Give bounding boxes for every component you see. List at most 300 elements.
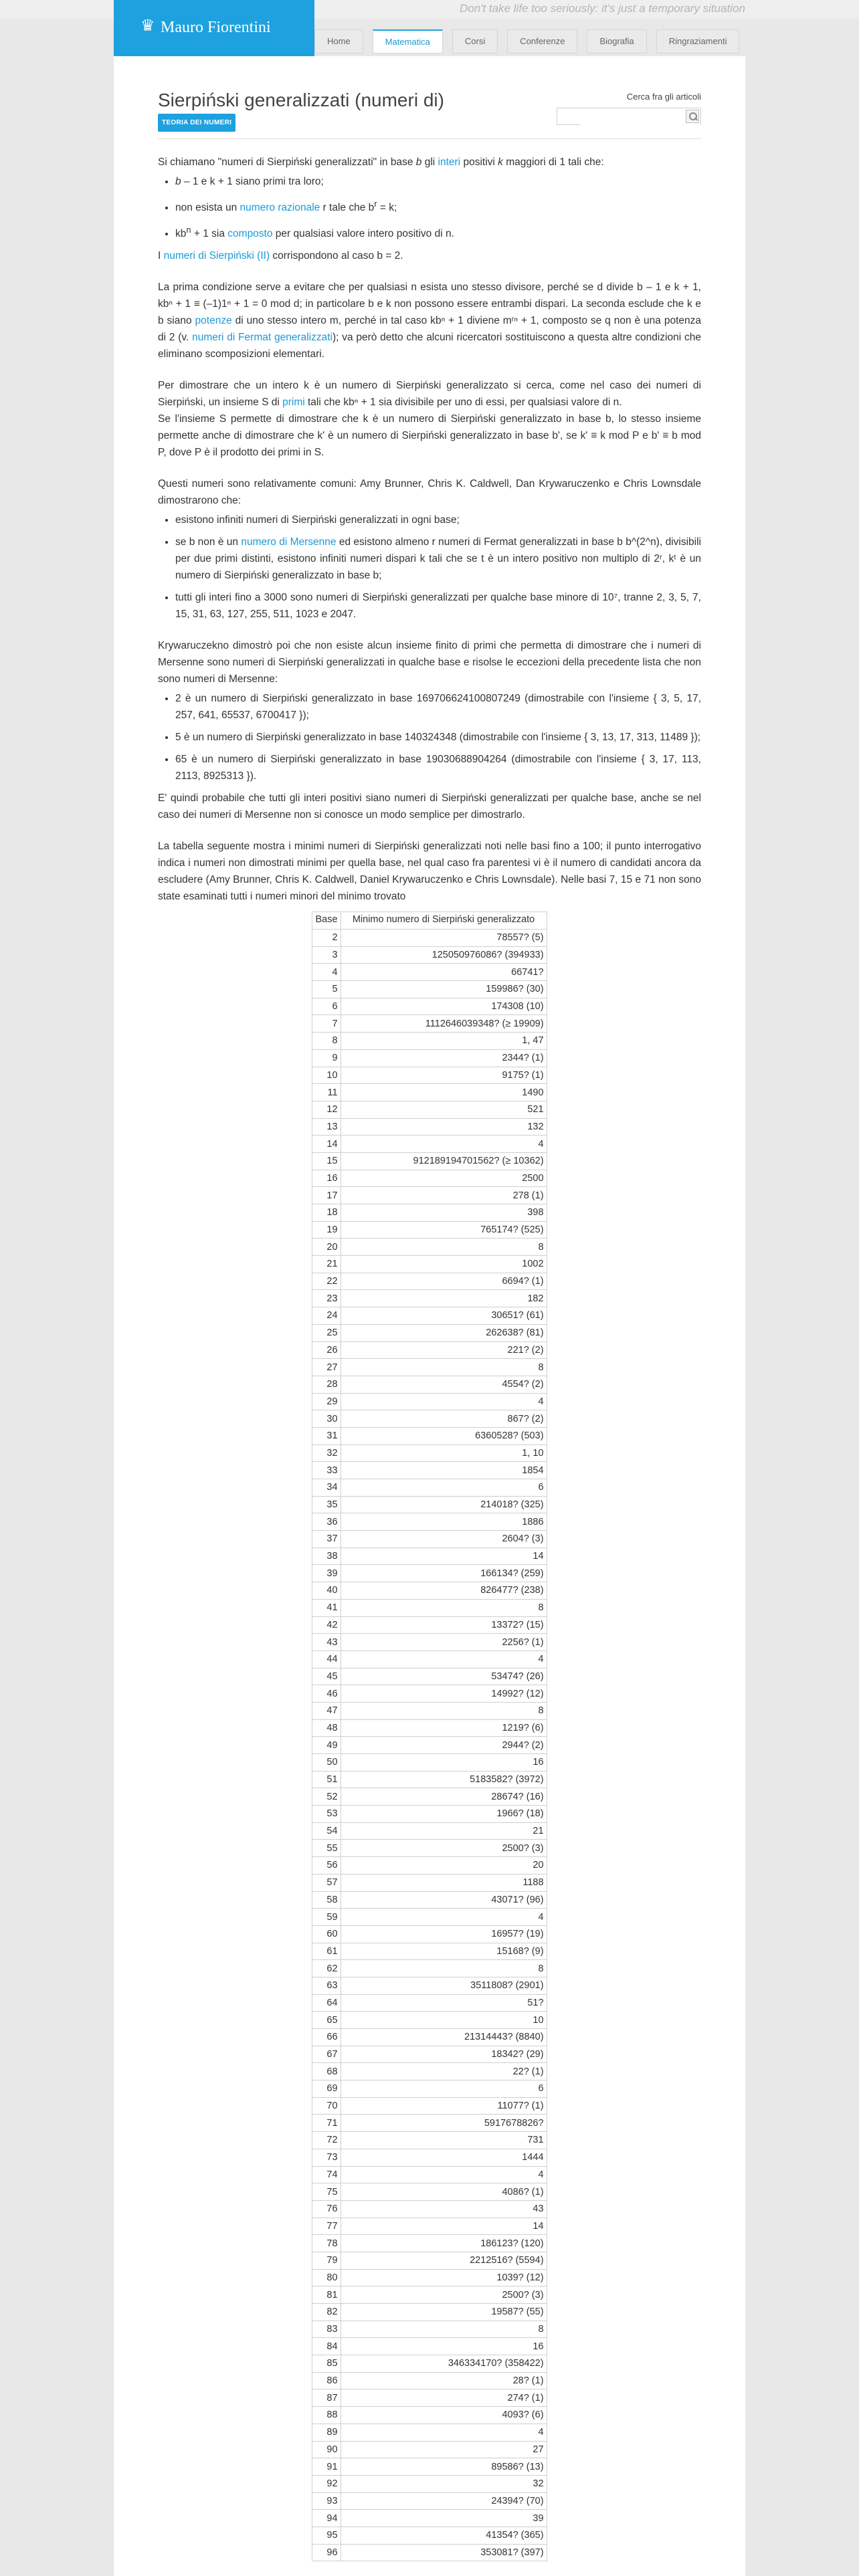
cell-minimum: 262638? (81) — [341, 1324, 547, 1341]
cell-minimum: 18342? (29) — [341, 2046, 547, 2063]
cell-minimum: 24394? (70) — [341, 2492, 547, 2510]
cell-minimum: 2500? (3) — [341, 1840, 547, 1857]
paragraph-krywaruczenko: Krywaruczekno dimostrò poi che non esiste alcun insieme finito di primi che permetta di dimostrare che i numeri di Mersenne sono numeri di Sierpiński generalizzati in qualche base e risolse le eccezioni della precedente lista che non sono numeri di Mersenne: — [158, 640, 701, 685]
cell-minimum: 51? — [341, 1994, 547, 2012]
paragraph-definition: Si chiamano "numeri di Sierpiński generalizzati" in base b gli interi positivi k maggiori di 1 tali che: — [158, 156, 604, 168]
site-title: Mauro Fiorentini — [161, 19, 271, 36]
table-row — [312, 964, 547, 981]
table-row — [312, 1754, 547, 1772]
cell-base: 68 — [312, 2063, 341, 2080]
table-row — [312, 1170, 547, 1187]
table-row — [312, 1547, 547, 1565]
table-row — [312, 2097, 547, 2115]
table-row — [312, 1015, 547, 1033]
cell-base: 45 — [312, 1668, 341, 1685]
cell-base: 93 — [312, 2492, 341, 2510]
page-body — [114, 56, 745, 2576]
cell-minimum: 159986? (30) — [341, 981, 547, 998]
cell-base: 51 — [312, 1771, 341, 1788]
cell-minimum: 912189194701562? (≥ 10362) — [341, 1152, 547, 1170]
table-row — [312, 1376, 547, 1393]
cell-base: 50 — [312, 1754, 341, 1772]
cell-minimum: 20 — [341, 1857, 547, 1874]
cell-base: 55 — [312, 1840, 341, 1857]
cell-minimum: 4 — [341, 1136, 547, 1153]
cell-minimum: 1002 — [341, 1256, 547, 1273]
table-row — [312, 2046, 547, 2063]
cell-base: 48 — [312, 1719, 341, 1737]
cell-base: 8 — [312, 1033, 341, 1050]
cell-minimum: 3511808? (2901) — [341, 1977, 547, 1994]
cell-minimum: 19587? (55) — [341, 2304, 547, 2321]
table-row — [312, 1909, 547, 1926]
table-row — [312, 2235, 547, 2252]
cell-minimum: 214018? (325) — [341, 1496, 547, 1513]
cell-minimum: 1854 — [341, 1462, 547, 1479]
nav-matematica[interactable]: Matematica — [373, 29, 443, 53]
table-row — [312, 1136, 547, 1153]
paragraph-table-intro: La tabella seguente mostra i minimi numeri di Sierpiński generalizzati noti nelle basi fino a 100; il punto interrogativo indica i numeri non dimostrati minimi per quella base, nel qual caso fra parentesi vi è il numero di candidati ancora da escludere (Amy Brunner, Chris K. Caldwell, Daniel Krywaruczenko e Chris Lownsdale). Nelle basi 7, 15 e 71 non sono state esaminati tutti i numeri minori del minimo trovato — [158, 841, 701, 903]
table-row — [312, 998, 547, 1015]
cell-base: 88 — [312, 2407, 341, 2424]
cell-base: 57 — [312, 1874, 341, 1891]
cell-base: 22 — [312, 1273, 341, 1290]
search-box — [557, 108, 701, 125]
table-row — [312, 2252, 547, 2269]
cell-minimum: 731 — [341, 2132, 547, 2149]
cell-base: 58 — [312, 1891, 341, 1909]
cell-base: 60 — [312, 1925, 341, 1943]
nav-corsi[interactable]: Corsi — [452, 29, 498, 53]
table-row — [312, 2286, 547, 2304]
nav-biografia[interactable]: Biografia — [587, 29, 646, 53]
cell-base: 91 — [312, 2458, 341, 2476]
cell-base: 42 — [312, 1616, 341, 1634]
search-icon[interactable] — [686, 110, 699, 123]
cell-minimum: 32 — [341, 2475, 547, 2492]
cell-base: 44 — [312, 1650, 341, 1668]
main-nav — [314, 29, 749, 53]
cell-base: 84 — [312, 2338, 341, 2355]
table-body — [312, 930, 547, 2561]
cell-base: 4 — [312, 964, 341, 981]
search-input[interactable] — [580, 109, 700, 125]
cell-minimum: 186123? (120) — [341, 2235, 547, 2252]
list-item: • tutti gli interi fino a 3000 sono numeri di Sierpiński generalizzati per qualche base minore di 10⁷, tranne 2, 3, 5, 7, 15, 31, 63, 127, 255, 511, 1023 e 2047. — [175, 589, 701, 623]
cell-minimum: 78557? (5) — [341, 930, 547, 947]
cell-base: 16 — [312, 1170, 341, 1187]
cell-base: 36 — [312, 1513, 341, 1531]
nav-conferenze[interactable]: Conferenze — [507, 29, 577, 53]
cell-base: 74 — [312, 2166, 341, 2183]
cell-minimum: 41354? (365) — [341, 2527, 547, 2544]
cell-minimum: 2212516? (5594) — [341, 2252, 547, 2269]
cell-base: 32 — [312, 1444, 341, 1462]
cell-base: 76 — [312, 2200, 341, 2218]
table-row — [312, 1187, 547, 1204]
table-row — [312, 2200, 547, 2218]
cell-base: 43 — [312, 1634, 341, 1651]
table-row — [312, 1599, 547, 1616]
table-row — [312, 930, 547, 947]
cell-minimum: 2344? (1) — [341, 1049, 547, 1067]
cell-base: 82 — [312, 2304, 341, 2321]
cell-base: 62 — [312, 1960, 341, 1977]
cell-base: 29 — [312, 1393, 341, 1410]
cell-minimum: 521 — [341, 1101, 547, 1118]
cell-base: 33 — [312, 1462, 341, 1479]
page-title: Sierpiński generalizzati (numeri di) — [158, 90, 444, 110]
cell-minimum: 8 — [341, 1359, 547, 1376]
table-row — [312, 2338, 547, 2355]
nav-ringraziamenti[interactable]: Ringraziamenti — [656, 29, 740, 53]
results-list — [175, 512, 701, 623]
table-row — [312, 2492, 547, 2510]
cell-minimum: 1490 — [341, 1084, 547, 1101]
link-numero-razionale[interactable]: numero razionale — [240, 202, 320, 214]
cell-minimum: 43071? (96) — [341, 1891, 547, 1909]
cell-base: 12 — [312, 1101, 341, 1118]
list-item: • 5 è un numero di Sierpiński generalizzato in base 140324348 (dimostrabile con l'insieme { 3, 13, 17, 313, 11489 }); — [175, 729, 701, 746]
cell-minimum: 174308 (10) — [341, 998, 547, 1015]
table-row — [312, 1840, 547, 1857]
cell-base: 52 — [312, 1788, 341, 1806]
cell-minimum: 826477? (238) — [341, 1582, 547, 1600]
cell-base: 90 — [312, 2441, 341, 2458]
cell-minimum: 8 — [341, 1599, 547, 1616]
table-row — [312, 2115, 547, 2132]
cell-base: 40 — [312, 1582, 341, 1600]
cell-base: 78 — [312, 2235, 341, 2252]
cell-base: 11 — [312, 1084, 341, 1101]
cell-base: 79 — [312, 2252, 341, 2269]
cell-base: 17 — [312, 1187, 341, 1204]
table-row — [312, 1960, 547, 1977]
table-row — [312, 2458, 547, 2476]
cell-minimum: 4 — [341, 2166, 547, 2183]
cell-base: 47 — [312, 1702, 341, 1719]
cell-minimum: 16 — [341, 1754, 547, 1772]
table-row — [312, 1531, 547, 1548]
cell-base: 81 — [312, 2286, 341, 2304]
cell-base: 5 — [312, 981, 341, 998]
cell-base: 67 — [312, 2046, 341, 2063]
cell-minimum: 1188 — [341, 1874, 547, 1891]
table-row — [312, 1582, 547, 1600]
cell-base: 31 — [312, 1427, 341, 1444]
cell-base: 34 — [312, 1479, 341, 1497]
table-row — [312, 1101, 547, 1118]
cell-minimum: 4 — [341, 2424, 547, 2441]
cell-base: 19 — [312, 1221, 341, 1239]
cell-minimum: 30651? (61) — [341, 1307, 547, 1325]
cell-minimum: 4 — [341, 1909, 547, 1926]
table-row — [312, 1925, 547, 1943]
cell-base: 86 — [312, 2372, 341, 2389]
cell-minimum: 274? (1) — [341, 2389, 547, 2407]
cell-minimum: 6 — [341, 1479, 547, 1497]
crown-icon: ♛ — [140, 17, 155, 35]
table-row — [312, 1616, 547, 1634]
link-interi[interactable]: interi — [438, 156, 461, 168]
cell-minimum: 13372? (15) — [341, 1616, 547, 1634]
cell-minimum: 10 — [341, 2012, 547, 2029]
site-tagline: Don't take life too seriously: it's just a temporary situation — [460, 2, 745, 15]
paragraph-common: Questi numeri sono relativamente comuni: Amy Brunner, Chris K. Caldwell, Dan Krywaruczenko e Chris Lownsdale dimostrarono che: — [158, 478, 701, 507]
cell-base: 92 — [312, 2475, 341, 2492]
definition-list — [175, 173, 701, 242]
cell-minimum: 132 — [341, 1118, 547, 1136]
table-row — [312, 1462, 547, 1479]
cell-base: 77 — [312, 2218, 341, 2235]
cell-minimum: 8 — [341, 1960, 547, 1977]
table-row — [312, 1822, 547, 1840]
table-row — [312, 1891, 547, 1909]
table-row — [312, 2149, 547, 2166]
table-row — [312, 1444, 547, 1462]
cell-minimum: 278 (1) — [341, 1187, 547, 1204]
table-row — [312, 2355, 547, 2373]
link-numero-di-mersenne[interactable]: numero di Mersenne — [241, 536, 337, 548]
cell-base: 49 — [312, 1737, 341, 1754]
cell-minimum: 221? (2) — [341, 1341, 547, 1359]
cell-minimum: 4093? (6) — [341, 2407, 547, 2424]
cell-minimum: 8 — [341, 1702, 547, 1719]
cell-minimum: 398 — [341, 1204, 547, 1222]
cell-base: 37 — [312, 1531, 341, 1548]
cell-minimum: 22? (1) — [341, 2063, 547, 2080]
table-row — [312, 1771, 547, 1788]
table-row — [312, 1634, 547, 1651]
cell-base: 83 — [312, 2321, 341, 2338]
table-row — [312, 1719, 547, 1737]
table-row — [312, 1496, 547, 1513]
table-row — [312, 2424, 547, 2441]
cell-minimum: 2256? (1) — [341, 1634, 547, 1651]
cell-minimum: 5917678826? — [341, 2115, 547, 2132]
cell-minimum: 6 — [341, 2080, 547, 2098]
paragraph-proof: Per dimostrare che un intero k è un numero di Sierpiński generalizzato si cerca, come nel caso dei numeri di Sierpiński, un insieme S di primi tali che kbⁿ + 1 sia divisibile per uno di essi, per qualsiasi valore di n. Se l'insieme S permette di dimostrare che k è un numero di Sierpiński generalizzato in base b, lo stesso insieme permette anche di dimostrare che k' è un numero di Sierpiński generalizzato in base b', se k' ≡ k mod P e b' ≡ b mod P, dove P è il prodotto dei primi in S. — [158, 380, 701, 459]
cell-base: 21 — [312, 1256, 341, 1273]
table-row — [312, 946, 547, 964]
search-label: Cerca fra gli articoli — [626, 92, 701, 102]
table-row — [312, 1994, 547, 2012]
table-row — [312, 1685, 547, 1703]
link-potenze[interactable]: potenze — [195, 315, 232, 327]
column-header-minimum: Minimo numero di Sierpiński generalizzato — [341, 912, 547, 930]
table-row — [312, 1221, 547, 1239]
cell-minimum: 1886 — [341, 1513, 547, 1531]
cell-base: 61 — [312, 1943, 341, 1960]
table-row — [312, 1857, 547, 1874]
table-row — [312, 1874, 547, 1891]
cell-base: 26 — [312, 1341, 341, 1359]
cell-minimum: 4 — [341, 1650, 547, 1668]
cell-base: 94 — [312, 2510, 341, 2527]
table-row — [312, 1737, 547, 1754]
list-item: • 2 è un numero di Sierpiński generalizzato in base 169706624100807249 (dimostrabile con l'insieme { 3, 5, 17, 257, 641, 65537, 6700417 }); — [175, 690, 701, 724]
link-numeri-di-sierpinski[interactable]: numeri di Sierpiński (II) — [163, 250, 270, 262]
cell-base: 41 — [312, 1599, 341, 1616]
cell-minimum: 8 — [341, 2321, 547, 2338]
table-row — [312, 2218, 547, 2235]
table-row — [312, 1273, 547, 1290]
cell-base: 39 — [312, 1565, 341, 1582]
cell-base: 24 — [312, 1307, 341, 1325]
cell-base: 53 — [312, 1806, 341, 1823]
cell-base: 28 — [312, 1376, 341, 1393]
cell-minimum: 28674? (16) — [341, 1788, 547, 1806]
table-row — [312, 2012, 547, 2029]
list-item: • esistono infiniti numeri di Sierpiński generalizzati in ogni base; — [175, 512, 701, 528]
cell-minimum: 14 — [341, 2218, 547, 2235]
table-row — [312, 1341, 547, 1359]
cell-minimum: 14 — [341, 1547, 547, 1565]
table-row — [312, 1702, 547, 1719]
table-row — [312, 1806, 547, 1823]
nav-home[interactable]: Home — [314, 29, 363, 53]
table-row — [312, 1084, 547, 1101]
table-row — [312, 2527, 547, 2544]
site-logo[interactable] — [114, 0, 314, 56]
cell-minimum: 66741? — [341, 964, 547, 981]
table-row — [312, 1204, 547, 1222]
cell-base: 13 — [312, 1118, 341, 1136]
table-row — [312, 2183, 547, 2201]
sierpinski-table — [312, 911, 547, 2561]
cell-base: 89 — [312, 2424, 341, 2441]
cell-base: 6 — [312, 998, 341, 1015]
table-row — [312, 1943, 547, 1960]
cell-minimum: 53474? (26) — [341, 1668, 547, 1685]
cell-minimum: 16957? (19) — [341, 1925, 547, 1943]
table-row — [312, 1650, 547, 1668]
table-row — [312, 2510, 547, 2527]
table-row — [312, 1359, 547, 1376]
cell-minimum: 14992? (12) — [341, 1685, 547, 1703]
table-row — [312, 1049, 547, 1067]
table-row — [312, 2544, 547, 2561]
cell-base: 95 — [312, 2527, 341, 2544]
cell-base: 80 — [312, 2269, 341, 2286]
cell-minimum: 1, 10 — [341, 1444, 547, 1462]
table-row — [312, 2321, 547, 2338]
cell-minimum: 89586? (13) — [341, 2458, 547, 2476]
cell-base: 72 — [312, 2132, 341, 2149]
table-row — [312, 2389, 547, 2407]
cell-minimum: 1, 47 — [341, 1033, 547, 1050]
cell-minimum: 2944? (2) — [341, 1737, 547, 1754]
cell-base: 71 — [312, 2115, 341, 2132]
cell-minimum: 1444 — [341, 2149, 547, 2166]
cell-minimum: 27 — [341, 2441, 547, 2458]
paragraph-conditions: La prima condizione serve a evitare che per qualsiasi n esista uno stesso divisore, perché se d divide b – 1 e k + 1, kbⁿ + 1 ≡ (–1)1ⁿ + 1 = 0 mod d; in particolare b e k non possono essere entrambi dispari. La seconda esclude che k e b siano potenze di uno stesso intero m, perché in tal caso kbⁿ + 1 diviene mʳⁿ + 1, composto se q non è una potenza di 2 (v. numeri di Fermat generalizzati); va però detto che alcuni ricercatori sostituiscono a questa altre condizioni che eliminano scomposizioni elementari. — [158, 282, 701, 360]
cell-minimum: 39 — [341, 2510, 547, 2527]
cell-minimum: 2500 — [341, 1170, 547, 1187]
table-row — [312, 2407, 547, 2424]
link-composto[interactable]: composto — [227, 228, 273, 240]
cell-base: 56 — [312, 1857, 341, 1874]
cell-base: 63 — [312, 1977, 341, 1994]
cell-minimum: 4554? (2) — [341, 1376, 547, 1393]
cell-base: 38 — [312, 1547, 341, 1565]
cell-base: 25 — [312, 1324, 341, 1341]
list-item: • b – 1 e k + 1 siano primi tra loro; — [175, 173, 701, 190]
cell-minimum: 1039? (12) — [341, 2269, 547, 2286]
article — [158, 88, 701, 2561]
cell-minimum: 1112646039348? (≥ 19909) — [341, 1015, 547, 1033]
cell-base: 23 — [312, 1290, 341, 1307]
cell-base: 64 — [312, 1994, 341, 2012]
paragraph-sierpinski-ii: I numeri di Sierpiński (II) corrispondono al caso b = 2. — [158, 250, 403, 262]
cell-minimum: 28? (1) — [341, 2372, 547, 2389]
cell-minimum: 4086? (1) — [341, 2183, 547, 2201]
table-row — [312, 1565, 547, 1582]
cell-base: 65 — [312, 2012, 341, 2029]
table-header-row — [312, 912, 547, 930]
cell-minimum: 867? (2) — [341, 1410, 547, 1428]
cell-minimum: 5183582? (3972) — [341, 1771, 547, 1788]
cell-minimum: 11077? (1) — [341, 2097, 547, 2115]
table-row — [312, 2441, 547, 2458]
cell-base: 59 — [312, 1909, 341, 1926]
cell-base: 18 — [312, 1204, 341, 1222]
list-item: • se b non è un numero di Mersenne ed esistono almeno r numeri di Fermat generalizzati in base b b^(2^n), divisibili per due primi distinti, esistono infiniti numeri dispari k tali che se t è un intero positivo non multiplo di 2ʳ, kᵗ è un numero di Sierpiński generalizzato in base b; — [175, 534, 701, 584]
cell-base: 30 — [312, 1410, 341, 1428]
table-row — [312, 1290, 547, 1307]
list-item: • 65 è un numero di Sierpiński generalizzato in base 19030688904264 (dimostrabile con l'insieme { 3, 17, 113, 2113, 8925313 }). — [175, 751, 701, 784]
link-fermat-generalizzati[interactable]: numeri di Fermat generalizzati — [192, 332, 332, 344]
cell-minimum: 21 — [341, 1822, 547, 1840]
table-row — [312, 2269, 547, 2286]
table-row — [312, 1668, 547, 1685]
table-row — [312, 2372, 547, 2389]
list-item: • non esista un numero razionale r tale che $b^r = k$; — [175, 195, 701, 216]
cell-base: 3 — [312, 946, 341, 964]
table-row — [312, 981, 547, 998]
cell-base: 96 — [312, 2544, 341, 2561]
table-row — [312, 1324, 547, 1341]
search-panel — [557, 88, 701, 125]
table-row — [312, 1479, 547, 1497]
cell-minimum: 6694? (1) — [341, 1273, 547, 1290]
table-row — [312, 2063, 547, 2080]
cell-base: 69 — [312, 2080, 341, 2098]
table-row — [312, 2132, 547, 2149]
cell-minimum: 6360528? (503) — [341, 1427, 547, 1444]
table-row — [312, 1307, 547, 1325]
cell-base: 73 — [312, 2149, 341, 2166]
link-primi[interactable]: primi — [282, 397, 305, 409]
table-row — [312, 1256, 547, 1273]
cell-base: 2 — [312, 930, 341, 947]
category-badge[interactable]: TEORIA DEI NUMERI — [158, 114, 235, 132]
table-row — [312, 1393, 547, 1410]
table-row — [312, 2304, 547, 2321]
column-header-base: Base — [312, 912, 341, 930]
cell-minimum: 15168? (9) — [341, 1943, 547, 1960]
paragraph-conclusion: E' quindi probabile che tutti gli interi positivi siano numeri di Sierpiński generalizzati per qualche base, anche se nel caso dei numeri di Mersenne non si conosce un modo semplice per dimostrarlo. — [158, 792, 701, 821]
cell-minimum: 346334170? (358422) — [341, 2355, 547, 2373]
table-row — [312, 1033, 547, 1050]
table-row — [312, 2029, 547, 2046]
cell-base: 27 — [312, 1359, 341, 1376]
cell-base: 66 — [312, 2029, 341, 2046]
cell-minimum: 2604? (3) — [341, 1531, 547, 1548]
cell-minimum: 43 — [341, 2200, 547, 2218]
cell-base: 87 — [312, 2389, 341, 2407]
cell-minimum: 182 — [341, 1290, 547, 1307]
